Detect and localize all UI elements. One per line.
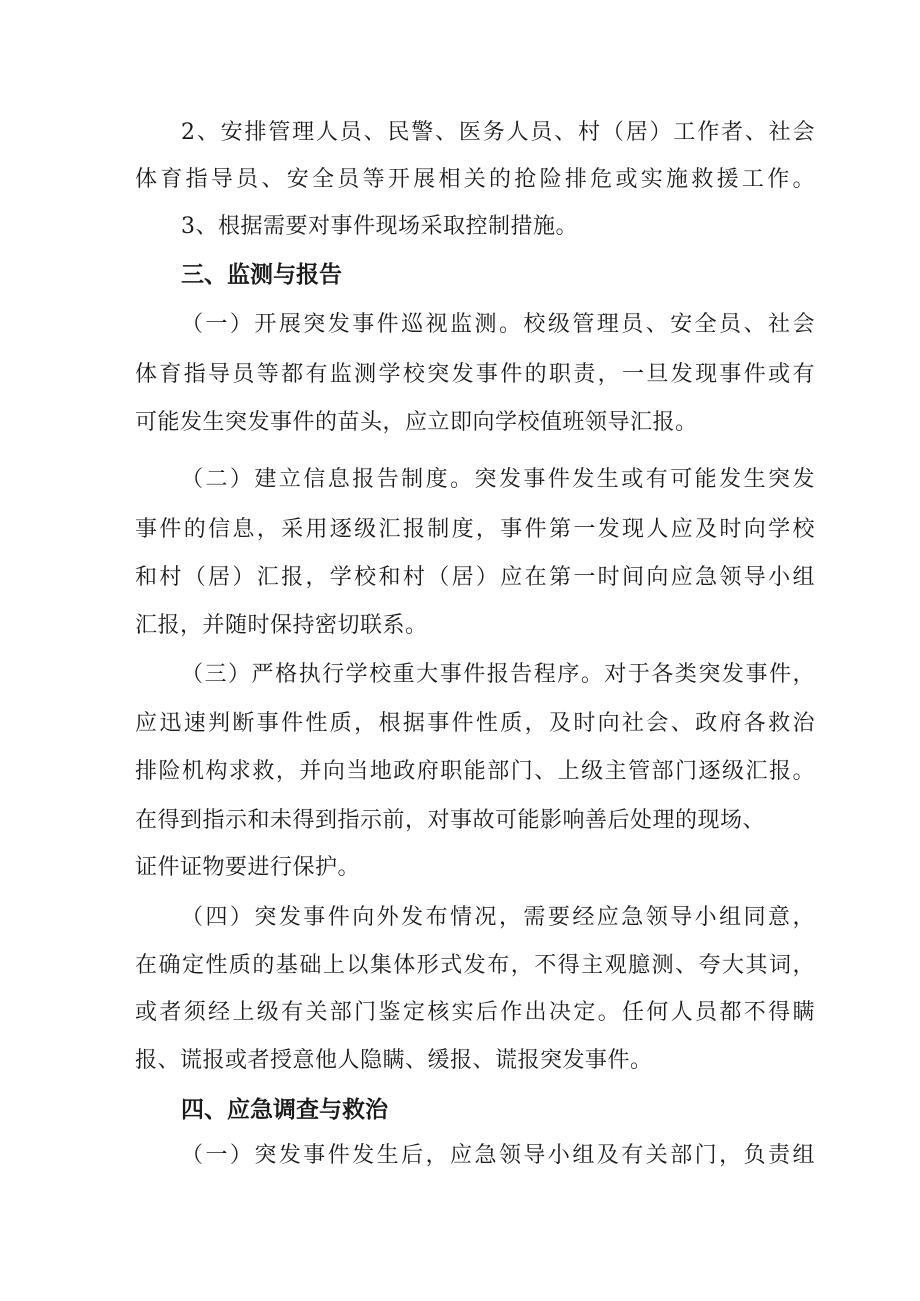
paragraph-line: 和村（居）汇报，学校和村（居）应在第一时间向应急领导小组 (135, 565, 815, 590)
section-heading-investigation: 四、应急调查与救治 (181, 1097, 388, 1123)
paragraph-line: 2、安排管理人员、民警、医务人员、村（居）工作者、社会 (181, 120, 815, 145)
paragraph-line: 证件证物要进行保护。 (135, 855, 361, 880)
paragraph-line: 事件的信息，采用逐级汇报制度，事件第一发现人应及时向学校 (135, 517, 815, 542)
paragraph-line: 3、根据需要对事件现场采取控制措施。 (181, 214, 578, 239)
paragraph-line: 排险机构求救，并向当地政府职能部门、上级主管部门逐级汇报。 (135, 759, 815, 784)
paragraph-line: （四）突发事件向外发布情况，需要经应急领导小组同意， (181, 905, 815, 930)
paragraph-line: 体育指导员、安全员等开展相关的抢险排危或实施救援工作。 (135, 167, 815, 192)
paragraph-line: 汇报，并随时保持密切联系。 (135, 613, 428, 638)
paragraph-line: 可能发生突发事件的苗头，应立即向学校值班领导汇报。 (135, 410, 698, 435)
paragraph-line: 体育指导员等都有监测学校突发事件的职责，一旦发现事件或有 (135, 362, 815, 387)
paragraph-line: 报、谎报或者授意他人隐瞒、缓报、谎报突发事件。 (135, 1048, 653, 1073)
paragraph-line: （二）建立信息报告制度。突发事件发生或有可能发生突发 (181, 467, 815, 492)
section-heading-monitoring: 三、监测与报告 (181, 262, 342, 288)
paragraph-line: （一）突发事件发生后，应急领导小组及有关部门，负责组 (181, 1143, 815, 1168)
paragraph-line: 在得到指示和未得到指示前，对事故可能影响善后处理的现场、 (135, 808, 766, 833)
paragraph-line: 或者须经上级有关部门鉴定核实后作出决定。任何人员都不得瞒 (135, 1000, 815, 1025)
paragraph-line: （三）严格执行学校重大事件报告程序。对于各类突发事件， (181, 662, 815, 687)
paragraph-line: 在确定性质的基础上以集体形式发布，不得主观臆测、夸大其词， (135, 953, 815, 978)
paragraph-line: （一）开展突发事件巡视监测。校级管理员、安全员、社会 (181, 312, 815, 337)
paragraph-line: 应迅速判断事件性质，根据事件性质，及时向社会、政府各救治 (135, 711, 815, 736)
